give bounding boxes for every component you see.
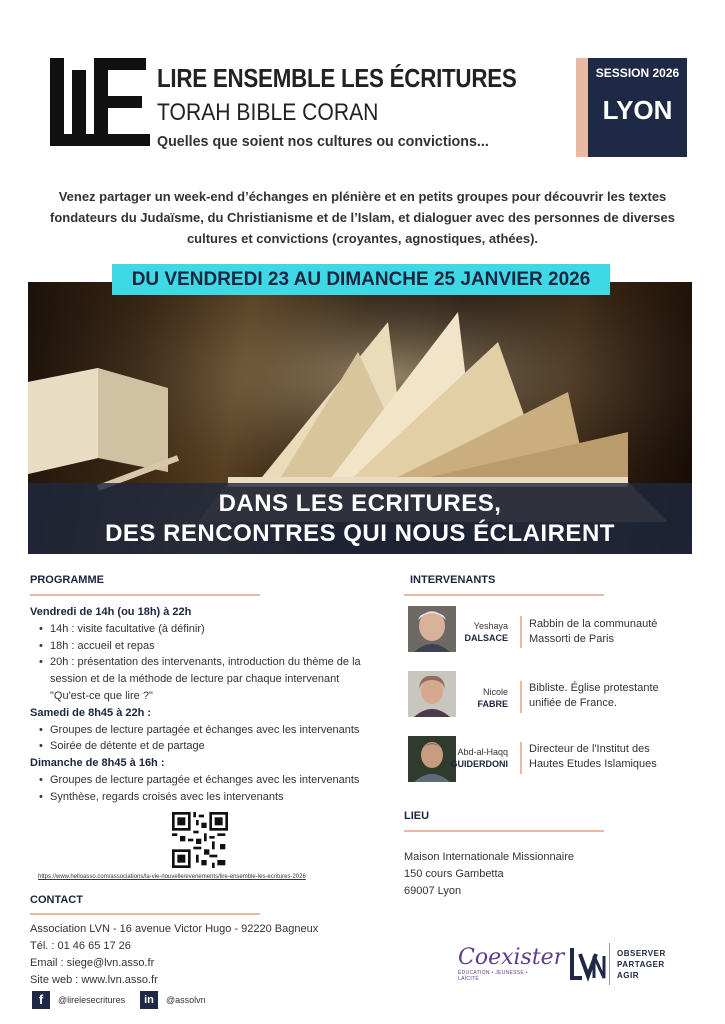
programme-divider <box>30 594 260 596</box>
speaker-desc-line: Massorti de Paris <box>529 633 614 645</box>
day-title-saturday: Samedi de 8h45 à 22h : <box>30 706 152 719</box>
speaker-divider <box>520 681 522 713</box>
speaker-name <box>440 620 508 644</box>
speaker-desc-line: Hautes Etudes Islamiques <box>529 758 657 770</box>
session-city: LYON <box>602 95 673 125</box>
list-item: • Groupes de lecture partagée et échanges avec les intervenants <box>50 772 370 789</box>
list-item: • Groupes de lecture partagée et échanges avec les intervenants <box>50 722 370 739</box>
header-tagline: Quelles que soient nos cultures ou convictions... <box>157 133 489 150</box>
coexister-logo <box>458 945 565 982</box>
contact-heading: CONTACT <box>30 894 83 906</box>
speaker-divider <box>520 616 522 648</box>
lieu-heading: LIEU <box>404 810 430 822</box>
session-badge <box>576 58 687 157</box>
linkedin-icon: in <box>140 991 158 1009</box>
venue-city: 69007 Lyon <box>404 885 462 897</box>
programme-heading: PROGRAMME <box>30 574 104 586</box>
event-dates: DU VENDREDI 23 AU DIMANCHE 25 JANVIER 2026 <box>112 264 610 295</box>
list-item: • Synthèse, regards croisés avec les intervenants <box>50 789 370 806</box>
qr-code[interactable] <box>172 812 228 868</box>
speaker-desc-line: Bibliste. Église protestante <box>529 682 659 694</box>
speaker-name <box>440 746 508 770</box>
session-label: SESSION 2026 <box>595 66 680 80</box>
intervenants-divider <box>404 594 604 596</box>
header-subtitle: TORAH BIBLE CORAN <box>157 99 379 126</box>
programme-list <box>30 604 370 806</box>
session-stripe <box>576 58 588 157</box>
intro-text: Venez partager un week-end d’échanges en plénière et en petits groupes pour découvrir les textes fondateurs du Judaïsme, du Christianisme et de l’Islam, et dialoguer avec des personnes de diverses cultures et convictions (croyantes, agnostiques, athées). <box>50 189 675 246</box>
hero-caption-line1: DANS LES ECRITURES, <box>218 490 502 517</box>
intervenants-heading: INTERVENANTS <box>410 574 496 586</box>
facebook-icon: f <box>32 991 50 1009</box>
speaker-desc-line: unifiée de France. <box>529 697 618 709</box>
venue-address <box>404 849 574 900</box>
speaker-first-name: Nicole <box>482 687 508 697</box>
contact-phone: Tél. : 01 46 65 17 26 <box>30 940 131 952</box>
coexister-name: Coexister <box>458 945 565 970</box>
list-item: • 18h : accueil et repas <box>50 638 370 655</box>
speaker-description <box>529 617 689 647</box>
venue-name: Maison Internationale Missionnaire <box>404 851 574 863</box>
speaker-desc-line: Rabbin de la communauté <box>529 618 658 630</box>
facebook-handle: @lirelesecritures <box>58 995 126 1005</box>
speaker-description <box>529 681 689 711</box>
lvn-motto-line: PARTAGER <box>617 960 665 969</box>
lvn-motto-line: OBSERVER <box>617 949 666 958</box>
lvn-motto-line: AGIR <box>617 971 639 980</box>
hero-caption-line2: DES RENCONTRES QUI NOUS ÉCLAIRENT <box>105 520 615 547</box>
hero-caption <box>28 483 692 554</box>
list-item: • Soirée de détente et de partage <box>50 738 370 755</box>
speaker-first-name: Abd-al-Haqq <box>457 747 508 757</box>
registration-link[interactable]: https://www.helloasso.com/associations/la-vie-nouvelle/evenements/lire-ensemble-les-ecritures-2026 <box>38 874 306 880</box>
facebook-link[interactable] <box>32 990 125 1010</box>
logo-divider <box>609 943 610 985</box>
lle-logo <box>50 58 150 146</box>
header-title: LIRE ENSEMBLE LES ÉCRITURES <box>157 63 517 93</box>
contact-address: Association LVN - 16 avenue Victor Hugo - 92220 Bagneux <box>30 923 319 935</box>
contact-website[interactable]: Site web : www.lvn.asso.fr <box>30 974 158 986</box>
linkedin-handle: @assolvn <box>166 995 206 1005</box>
coexister-tagline: ÉDUCATION • JEUNESSE • LAÏCITÉ <box>458 970 528 982</box>
list-item: • 14h : visite facultative (à définir) <box>50 621 370 638</box>
speaker-name <box>440 686 508 710</box>
speaker-divider <box>520 742 522 774</box>
lvn-logo <box>568 946 608 982</box>
speaker-last-name: GUIDERDONI <box>450 759 508 769</box>
lieu-divider <box>404 830 604 832</box>
hero-image <box>28 282 692 554</box>
contact-block <box>30 921 318 989</box>
speaker-description <box>529 742 689 772</box>
linkedin-link[interactable] <box>140 990 206 1010</box>
day-title-friday: Vendredi de 14h (ou 18h) à 22h <box>30 606 192 618</box>
speaker-last-name: FABRE <box>477 699 508 709</box>
contact-divider <box>30 913 260 915</box>
lvn-motto <box>617 948 666 981</box>
contact-email[interactable]: Email : siege@lvn.asso.fr <box>30 957 155 969</box>
speaker-last-name: DALSACE <box>464 633 508 643</box>
day-title-sunday: Dimanche de 8h45 à 16h : <box>30 757 165 770</box>
speaker-desc-line: Directeur de l'Institut des <box>529 743 650 755</box>
list-item: • 20h : présentation des intervenants, introduction du thème de la session et de la méthode de lecture par chaque intervenant "Qu'est-ce que lire ?" <box>50 654 370 704</box>
venue-street: 150 cours Gambetta <box>404 868 504 880</box>
speaker-first-name: Yeshaya <box>473 621 508 631</box>
